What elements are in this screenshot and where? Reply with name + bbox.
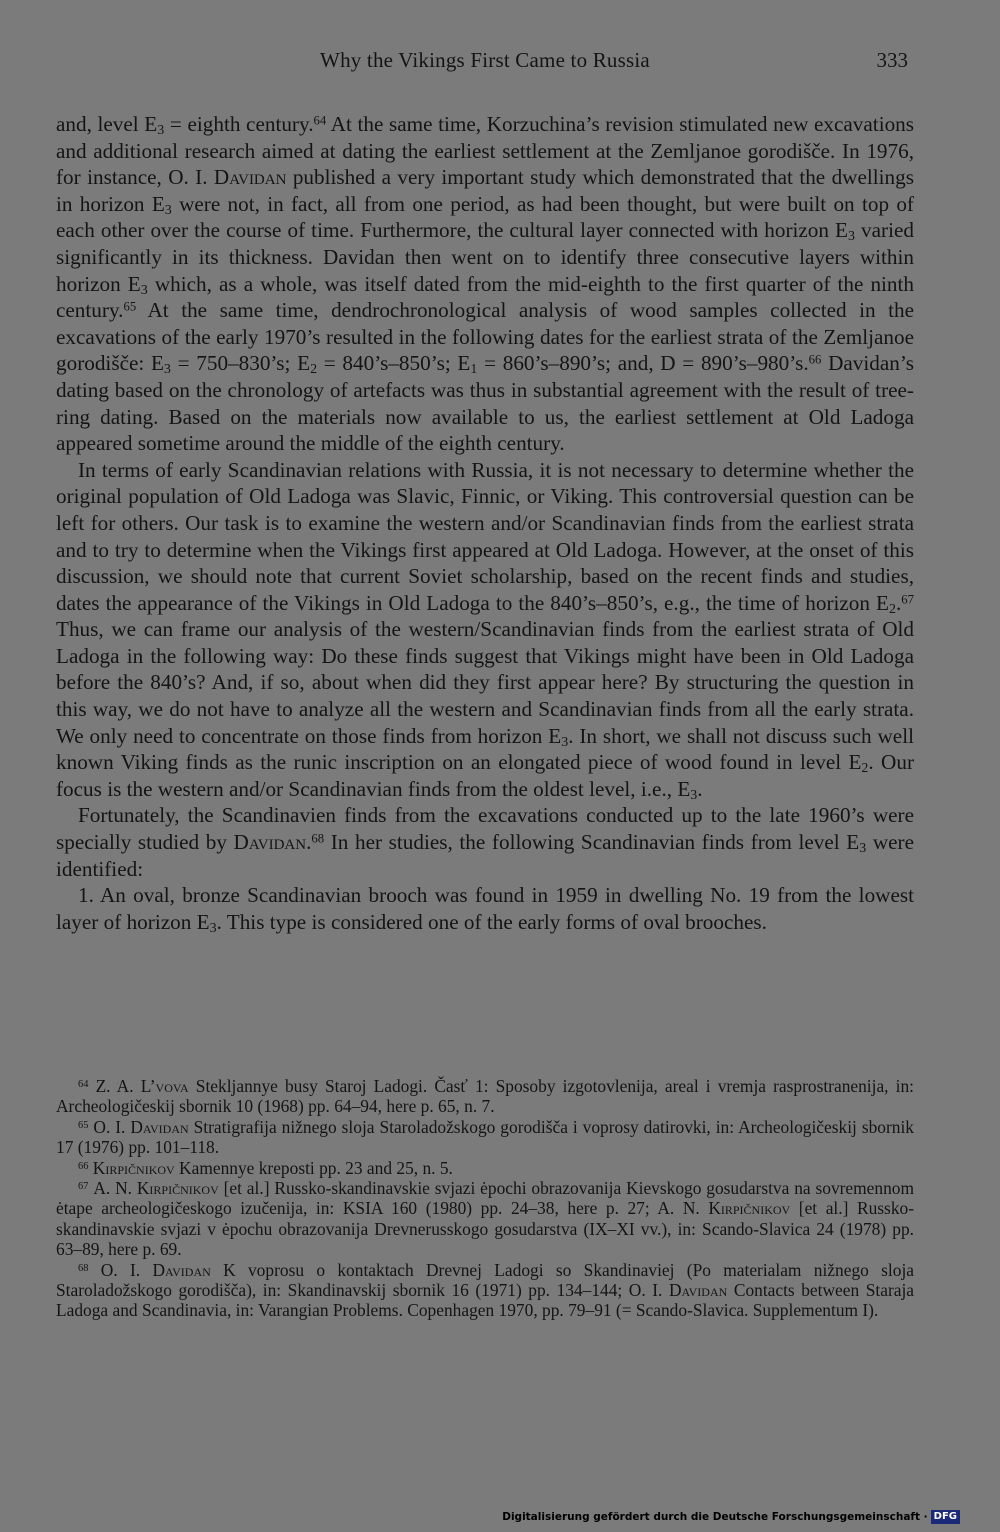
author-name: Davidan [233,830,307,855]
page-number: 333 [876,48,908,72]
paragraph-3: Fortunately, the Scandinavien finds from the excavations conducted up to the late 1960’s were specially studied by Davidan.$^{68}$ In her studies, the following Scandinavian finds from level $E_3$ were identified: [56,803,914,881]
paragraph-2: In terms of early Scandinavian relations with Russia, it is not necessary to determine whether the original population of Old Ladoga was Slavic, Finnic, or Viking. This controversial question can be left for others. Our task is to examine the western and/or Scandinavian finds from the earliest strata and to try to determine when the Vikings first appeared at Old Ladoga. However, at the onset of this discussion, we should note that current Soviet scholarship, based on the recent finds and studies, dates the appearance of the Vikings in Old Ladoga to the 840’s–850’s, e.g., the time of horizon $E_2.^{67}$ Thus, we can frame our analysis of the western/Scandinavian finds from the earliest strata of Old Ladoga in the following way: Do these finds suggest that Vikings might have been in Old Ladoga before the 840’s? And, if so, about when did they first appear here? By structuring the question in this way, we do not have to analyze all the western and Scandinavian finds from all the early strata. We only need to concentrate on those finds from horizon $E_3$. In short, we shall not discuss such well known Viking finds as the runic inscription on an elongated piece of wood found in level $E_2$. Our focus is the western and/or Scandinavian finds from the oldest level, i.e., $E_3$. [56,457,914,803]
footnote-64: $^{64}$ Z. A. L’vova Stekljannye busy Staroj Ladogi. Časť 1: Sposoby izgotovlenija, areal i vremja rasprostranenija, in: Archeologičeskij sbornik 10 (1968) pp. 64–94, here p. 65, n. 7. [56,1076,915,1117]
dfg-logo: DFG [931,1510,960,1524]
footnote-68: $^{68}$ O. I. Davidan K voprosu o kontaktach Drevnej Ladogi so Skandinaviej (Po materialam nižnego sloja Staroladožskogo gorodišča), in: Skandinavskij sbornik 16 (1971) pp. 134–144; O. I. Davidan Contacts between Staraja Ladoga and Scandinavia, in: Varangian Problems. Copenhagen 1970, pp. 79–91 (= Scando-Slavica. Supplementum I). [56,1259,915,1321]
running-header [56,48,914,78]
paragraph-1: and, level $E_3$ = eighth century.$^{64}$ At the same time, Korzuchina’s revision stimulated new excavations and additional research aimed at dating the earliest settlement at the Zemljanoe gorodišče. In 1976, for instance, O. I. Davidan published a very important study which demonstrated that the dwellings in horizon $E_3$ were not, in fact, all from one period, as had been thought, but were built on top of each other over the course of time. Furthermore, the cultural layer connected with horizon $E_3$ varied significantly in its thickness. Davidan then went on to identify three consecutive layers within horizon $E_3$ which, as a whole, was itself dated from the mid-eighth to the first quarter of the ninth century.$^{65}$ At the same time, dendrochronological analysis of wood samples collected in the excavations of the early 1970’s resulted in the following dates for the earliest strata of the Zemljanoe gorodišče: $E_3$ = 750–830’s; $E_2$ = 840’s–850’s; $E_1$ = 860’s–890’s; and, D = 890’s–980’s.$^{66}$ Davidan’s dating based on the chronology of artefacts was thus in substantial agreement with the result of tree-ring dating. Based on the materials now available to us, the earliest settlement at Old Ladoga appeared sometime around the middle of the eighth century. [56,112,915,456]
digitization-credit [502,1510,960,1526]
footnote-66: $^{66}$ Kirpičnikov Kamennye kreposti pp. 23 and 25, n. 5. [78,1157,453,1178]
paragraph-4: 1. An oval, bronze Scandinavian brooch was found in 1959 in dwelling No. 19 from the lowest layer of horizon $E_3$. This type is considered one of the early forms of oval brooches. [56,883,914,936]
footnote-ref-65: 65 [123,299,137,314]
footnote-ref-64: 64 [313,113,327,128]
footnote-65: $^{65}$ O. I. Davidan Stratigrafija nižnego sloja Staroladožskogo gorodišča i voprosy datirovki, in: Archeologičeskij sbornik 17 (1976) pp. 101–118. [56,1116,914,1158]
footnote-ref-66: 66 [808,352,822,367]
footnote-ref-67: 67 [901,592,914,607]
footnotes [56,1076,914,1321]
footnote-67: $^{67}$ A. N. Kirpičnikov [et al.] Russko-skandinavskie svjazi ėpochi obrazovanija Kievskogo gosudarstva na sovremennom ėtape archeologičeskogo izučenija, in: KSIA 160 (1980) pp. 24–38, here p. 27; A. N. Kirpičnikov [et al.] Russko-skandinavskie svjazi v ėpochu obrazovanija Drevnerusskogo gosudarstva (IX–XI vv.), in: Scando-Slavica 24 (1978) pp. 63–89, here p. 69. [56,1178,915,1260]
author-name: Davidan [213,165,287,190]
footnote-ref-68: 68 [311,831,325,846]
body-text [56,111,914,935]
running-title: Why the Vikings First Came to Russia [320,48,650,72]
credit-text: Digitalisierung gefördert durch die Deutsche Forschungsgemeinschaft · [502,1511,928,1523]
